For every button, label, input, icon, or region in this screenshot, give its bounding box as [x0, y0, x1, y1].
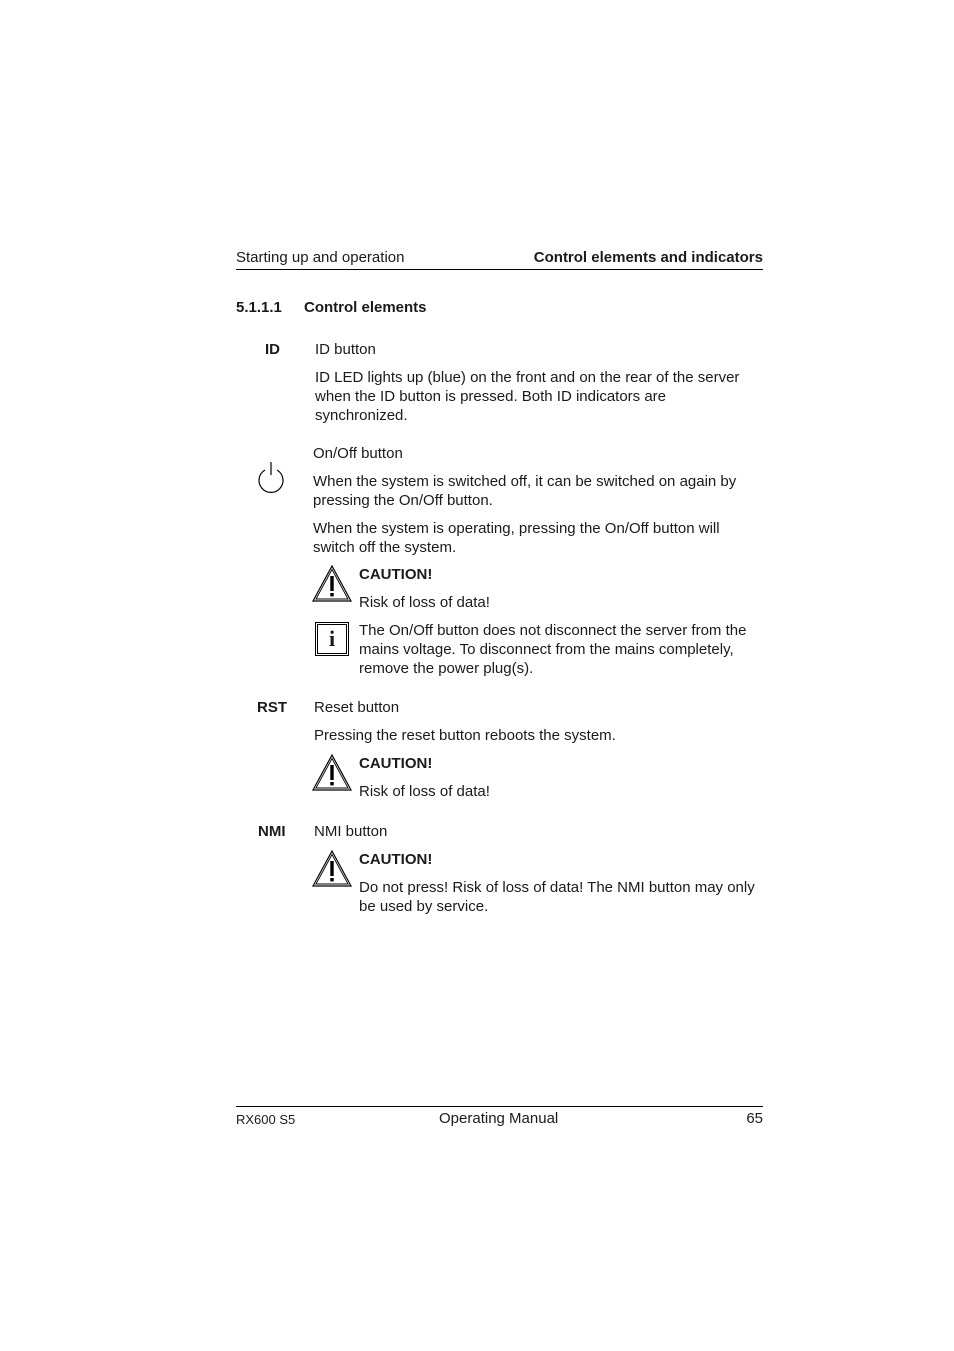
warning-triangle-icon — [312, 754, 352, 792]
section-title: Control elements — [304, 299, 427, 316]
reset-button-name: Reset button — [314, 699, 400, 716]
caution-text: Risk of loss of data! — [359, 783, 490, 800]
warning-triangle-icon — [312, 565, 352, 603]
id-button-name: ID button — [315, 341, 376, 358]
warning-triangle-icon — [312, 850, 352, 888]
power-icon — [255, 461, 287, 493]
nmi-button-name: NMI button — [314, 823, 388, 840]
caution-text: Risk of loss of data! — [359, 594, 490, 611]
onoff-button-name: On/Off button — [313, 445, 403, 462]
caution-text: Do not press! Risk of loss of data! The NMI button may only be used by service. — [359, 879, 755, 915]
section-number: 5.1.1.1 — [236, 299, 282, 316]
info-note: The On/Off button does not disconnect the server from the mains voltage. To disconnect from the mains completely, remove the power plug(s). — [359, 622, 747, 677]
onoff-paragraph-1: When the system is switched off, it can be switched on again by pressing the On/Off button. — [313, 473, 737, 509]
caution-title: CAUTION! — [359, 566, 433, 583]
id-button-description: ID LED lights up (blue) on the front and on the rear of the server when the ID button is pressed. Both ID indicators are synchronized. — [315, 369, 740, 424]
footer-product: RX600 S5 — [236, 1112, 296, 1127]
caution-title: CAUTION! — [359, 755, 433, 772]
caution-title: CAUTION! — [359, 851, 433, 868]
running-header-chapter: Starting up and operation — [236, 249, 405, 266]
running-header-section: Control elements and indicators — [533, 249, 763, 266]
header-rule — [236, 269, 763, 270]
footer-title: Operating Manual — [439, 1110, 559, 1127]
footer-rule — [236, 1106, 763, 1107]
id-label: ID — [265, 341, 280, 358]
reset-paragraph: Pressing the reset button reboots the system. — [314, 727, 616, 744]
onoff-paragraph-2: When the system is operating, pressing the On/Off button will switch off the system. — [313, 520, 720, 556]
page-number: 65 — [746, 1110, 763, 1127]
rst-label: RST — [257, 699, 287, 716]
info-icon: i — [315, 622, 349, 656]
nmi-label: NMI — [258, 823, 286, 840]
